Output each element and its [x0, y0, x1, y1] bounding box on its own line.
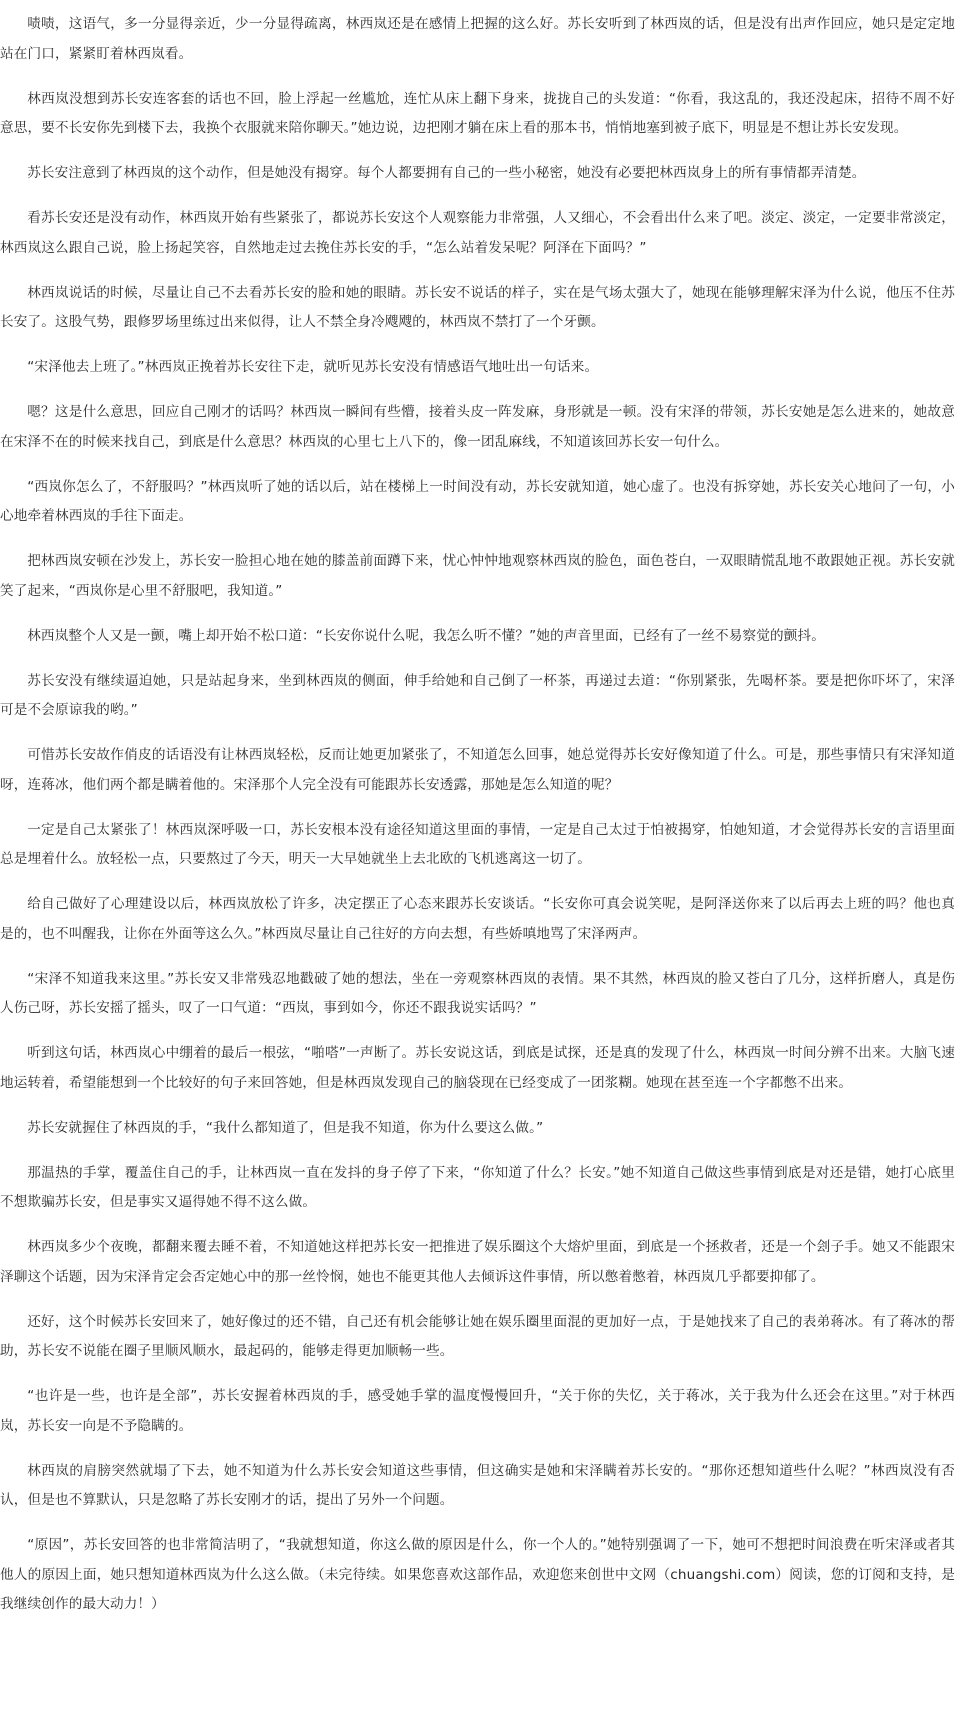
paragraph: 看苏长安还是没有动作，林西岚开始有些紧张了，都说苏长安这个人观察能力非常强，人又细心，不会看出什么来了吧。淡定、淡定，一定要非常淡定，林西岚这么跟自己说，脸上扬起笑容，自然地走过去挽住苏长安的手，“怎么站着发呆呢？阿泽在下面吗？”: [0, 210, 955, 256]
paragraph: 还好，这个时候苏长安回来了，她好像过的还不错，自己还有机会能够让她在娱乐圈里面混的更加好一点，于是她找来了自己的表弟蒋冰。有了蒋冰的帮助，苏长安不说能在圈子里顺风顺水，最起码的，能够走得更加顺畅一些。: [0, 1313, 955, 1359]
paragraph: 林西岚整个人又是一颤，嘴上却开始不松口道：“长安你说什么呢，我怎么听不懂？”她的声音里面，已经有了一丝不易察觉的颤抖。: [27, 627, 825, 644]
paragraph: 听到这句话，林西岚心中绷着的最后一根弦，“啪嗒”一声断了。苏长安说这话，到底是试探，还是真的发现了什么，林西岚一时间分辨不出来。大脑飞速地运转着，希望能想到一个比较好的句子来回答她，但是林西岚发现自己的脑袋现在已经变成了一团浆糊。她现在甚至连一个字都憋不出来。: [0, 1045, 955, 1091]
paragraph: 林西岚没想到苏长安连客套的话也不回，脸上浮起一丝尴尬，连忙从床上翻下身来，拢拢自己的头发道：“你看，我这乱的，我还没起床，招待不周不好意思，要不长安你先到楼下去，我换个衣服就来陪你聊天。”她边说，边把刚才躺在床上看的那本书，悄悄地塞到被子底下，明显是不想让苏长安发现。: [0, 90, 955, 136]
paragraph: “宋泽不知道我来这里。”苏长安又非常残忍地戳破了她的想法，坐在一旁观察林西岚的表情。果不其然，林西岚的脸又苍白了几分，这样折磨人，真是伤人伤己呀，苏长安摇了摇头，叹了一口气道：“西岚，事到如今，你还不跟我说实话吗？”: [0, 970, 955, 1016]
paragraph: “西岚你怎么了，不舒服吗？”林西岚听了她的话以后，站在楼梯上一时间没有动，苏长安就知道，她心虚了。也没有拆穿她，苏长安关心地问了一句，小心地牵着林西岚的手往下面走。: [0, 478, 955, 524]
paragraph: 可惜苏长安故作俏皮的话语没有让林西岚轻松，反而让她更加紧张了，不知道怎么回事，她总觉得苏长安好像知道了什么。可是，那些事情只有宋泽知道呀，连蒋冰，他们两个都是瞒着他的。宋泽那个人完全没有可能跟苏长安透露，那她是怎么知道的呢？: [0, 747, 955, 793]
paragraph: “也许是一些，也许是全部”，苏长安握着林西岚的手，感受她手掌的温度慢慢回升，“关于你的失忆，关于蒋冰，关于我为什么还会在这里。”对于林西岚，苏长安一向是不予隐瞒的。: [0, 1388, 955, 1434]
paragraph: 把林西岚安顿在沙发上，苏长安一脸担心地在她的膝盖前面蹲下来，忧心忡忡地观察林西岚的脸色，面色苍白，一双眼睛慌乱地不敢跟她正视。苏长安就笑了起来，“西岚你是心里不舒服吧，我知道。”: [0, 553, 955, 599]
paragraph: 苏长安注意到了林西岚的这个动作，但是她没有揭穿。每个人都要拥有自己的一些小秘密，她没有必要把林西岚身上的所有事情都弄清楚。: [27, 165, 866, 181]
paragraph: “宋泽他去上班了。”林西岚正挽着苏长安往下走，就听见苏长安没有情感语气地吐出一句话来。: [27, 359, 599, 375]
paragraph: 嗯？这是什么意思，回应自己刚才的话吗？林西岚一瞬间有些懵，接着头皮一阵发麻，身形就是一顿。没有宋泽的带领，苏长安她是怎么进来的，她故意在宋泽不在的时候来找自己，到底是什么意思？林西岚的心里七上八下的，像一团乱麻线，不知道该回苏长安一句什么。: [0, 404, 955, 450]
paragraph: 一定是自己太紧张了！林西岚深呼吸一口，苏长安根本没有途径知道这里面的事情，一定是自己太过于怕被揭穿，怕她知道，才会觉得苏长安的言语里面总是埋着什么。放轻松一点，只要熬过了今天，明天一大早她就坐上去北欧的飞机逃离这一切了。: [0, 821, 955, 867]
paragraph: “原因”，苏长安回答的也非常简洁明了，“我就想知道，你这么做的原因是什么，你一个人的。”她特别强调了一下，她可不想把时间浪费在听宋泽或者其他人的原因上面，她只想知道林西岚为什么这么做。（未完待续。如果您喜欢这部作品，欢迎您来创世中文网（chuangshi.com）阅读，您的订阅和支持，是我继续创作的最大动力！）: [0, 1537, 955, 1612]
paragraph: 林西岚说话的时候，尽量让自己不去看苏长安的脸和她的眼睛。苏长安不说话的样子，实在是气场太强大了，她现在能够理解宋泽为什么说，他压不住苏长安了。这股气势，跟修罗场里练过出来似得，让人不禁全身冷飕飕的，林西岚不禁打了一个牙颤。: [0, 284, 955, 330]
paragraph: 林西岚的肩膀突然就塌了下去，她不知道为什么苏长安会知道这些事情，但这确实是她和宋泽瞒着苏长安的。“那你还想知道些什么呢？”林西岚没有否认，但是也不算默认，只是忽略了苏长安刚才的话，提出了另外一个问题。: [0, 1462, 955, 1508]
paragraph: 苏长安就握住了林西岚的手，“我什么都知道了，但是我不知道，你为什么要这么做。”: [27, 1119, 544, 1136]
paragraph: 林西岚多少个夜晚，都翻来覆去睡不着，不知道她这样把苏长安一把推进了娱乐圈这个大熔炉里面，到底是一个拯救者，还是一个刽子手。她又不能跟宋泽聊这个话题，因为宋泽肯定会否定她心中的那一丝怜悯，她也不能更其他人去倾诉这件事情，所以憋着憋着，林西岚几乎都要抑郁了。: [0, 1239, 955, 1285]
paragraph: 那温热的手掌，覆盖住自己的手，让林西岚一直在发抖的身子停了下来，“你知道了什么？长安。”她不知道自己做这些事情到底是对还是错，她打心底里不想欺骗苏长安，但是事实又逼得她不得不这么做。: [0, 1164, 955, 1210]
paragraph: 啧啧，这语气，多一分显得亲近，少一分显得疏离，林西岚还是在感情上把握的这么好。苏长安听到了林西岚的话，但是没有出声作回应，她只是定定地站在门口，紧紧盯着林西岚看。: [0, 16, 955, 62]
paragraph: 苏长安没有继续逼迫她，只是站起身来，坐到林西岚的侧面，伸手给她和自己倒了一杯茶，再递过去道：“你别紧张，先喝杯茶。要是把你吓坏了，宋泽可是不会原谅我的哟。”: [0, 672, 955, 718]
paragraph: 给自己做好了心理建设以后，林西岚放松了许多，决定摆正了心态来跟苏长安谈话。“长安你可真会说笑呢，是阿泽送你来了以后再去上班的吗？他也真是的，也不叫醒我，让你在外面等这么久。”林西岚尽量让自己往好的方向去想，有些娇嗔地骂了宋泽两声。: [0, 896, 955, 942]
